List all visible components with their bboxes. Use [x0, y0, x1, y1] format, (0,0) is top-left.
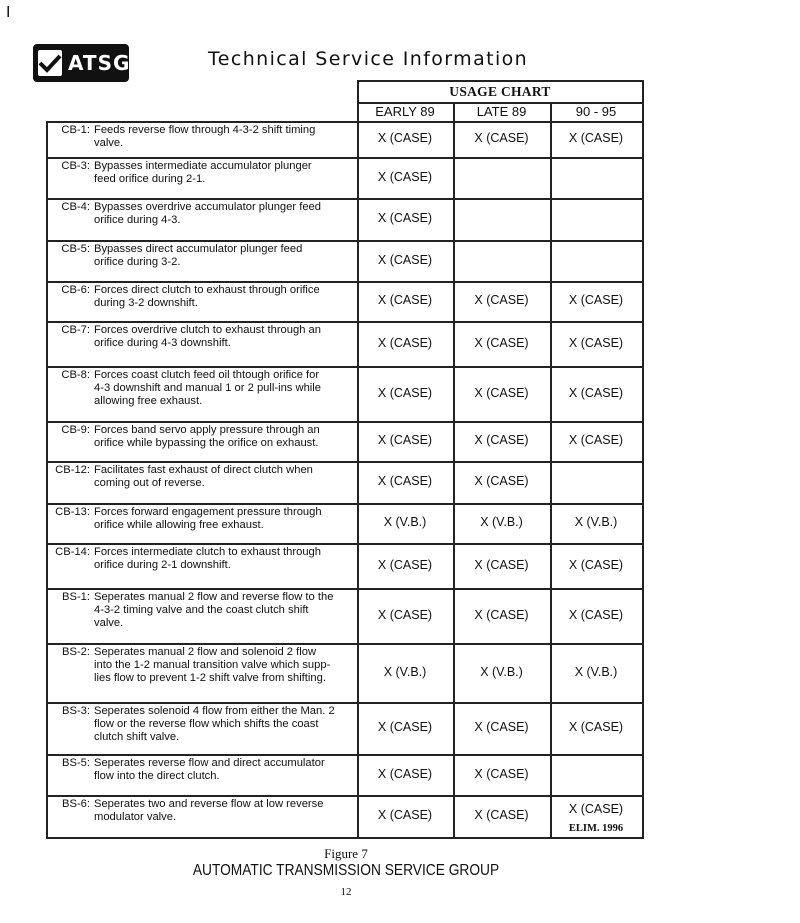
usage-cell: X (CASE) [568, 433, 624, 447]
row-description-line: feed orifice during 2-1. [94, 173, 206, 185]
row-description-line: Feeds reverse flow through 4-3-2 shift timing [94, 124, 316, 136]
row-description-line: Facilitates fast exhaust of direct clutch when [94, 464, 313, 476]
row-description-line: during 3-2 downshift. [94, 297, 198, 309]
usage-cell: X (CASE) [568, 720, 624, 734]
table-rule-horizontal [46, 754, 642, 756]
row-code: CB-4: [61, 201, 90, 213]
usage-cell: X (CASE) [474, 385, 529, 400]
table-row [46, 284, 357, 321]
usage-cell: X (CASE) [474, 808, 529, 822]
table-row [46, 124, 357, 157]
row-code: CB-9: [61, 424, 90, 436]
footer-organization: AUTOMATIC TRANSMISSION SERVICE GROUP [192, 862, 500, 879]
table-row [46, 757, 357, 795]
row-code: CB-13: [55, 506, 90, 518]
row-description-line: Seperates two and reverse flow at low reverse [94, 798, 324, 810]
row-description-line: Seperates manual 2 flow and reverse flow to the [94, 591, 334, 603]
row-description-line: Forces forward engagement pressure through [94, 506, 322, 518]
table-rule-horizontal [46, 240, 642, 242]
usage-cell: X (CASE) [377, 335, 433, 350]
row-description-line: allowing free exhaust. [94, 395, 203, 407]
row-description-line: valve. [94, 617, 124, 629]
corner-mark: I [6, 4, 11, 21]
usage-cell: X (CASE) [568, 557, 624, 572]
usage-cell: X (V.B.) [480, 664, 523, 679]
usage-cell: X (CASE) [377, 385, 433, 400]
usage-cell: X (V.B.) [480, 515, 523, 529]
usage-cell: X (CASE) [377, 720, 433, 734]
usage-cell: X (CASE) [474, 335, 529, 350]
page-number: 12 [340, 886, 352, 898]
table-rule-horizontal [46, 543, 642, 545]
row-code: CB-14: [55, 546, 90, 558]
elim-note: ELIM. 1996 [568, 823, 624, 834]
usage-cell: X (CASE) [474, 557, 529, 572]
table-rule-horizontal [46, 281, 642, 283]
usage-cell: X (CASE) [377, 293, 433, 307]
row-description-line: 4-3 downshift and manual 1 or 2 pull-ins while [94, 382, 321, 394]
atsg-logo [33, 44, 129, 82]
row-code: BS-5: [62, 757, 90, 769]
table-row [46, 160, 357, 198]
usage-cell: X (CASE) [377, 557, 433, 572]
row-description-line: Forces band servo apply pressure through an [94, 424, 320, 436]
usage-cell: X (CASE) [474, 607, 529, 622]
usage-cell: X (CASE) [377, 808, 433, 822]
usage-cell: X (CASE) [377, 211, 433, 225]
column-header: EARLY 89 [375, 104, 435, 119]
page-title: Technical Service Information [208, 48, 529, 70]
usage-cell: X (V.B.) [383, 515, 427, 529]
usage-cell: X (CASE) [377, 131, 433, 145]
table-row [46, 424, 357, 461]
table-rule-horizontal [46, 461, 642, 463]
table-row [46, 464, 357, 503]
row-code: CB-1: [61, 124, 90, 136]
table-rule-horizontal [46, 198, 642, 200]
row-description-line: into the 1-2 manual transition valve which supp- [94, 659, 331, 671]
table-row [46, 243, 357, 281]
usage-cell: X (CASE) [568, 385, 624, 400]
row-description-line: 4-3-2 timing valve and the coast clutch shift [94, 604, 309, 616]
table-row [46, 546, 357, 588]
row-description-line: Forces overdrive clutch to exhaust through an [94, 324, 321, 336]
usage-cell: X (CASE) [377, 766, 433, 781]
table-rule-horizontal [46, 643, 642, 645]
usage-cell: X (V.B.) [574, 664, 618, 679]
usage-chart-title: USAGE CHART [449, 84, 551, 99]
usage-cell: X (CASE) [568, 131, 624, 145]
usage-cell: X (CASE) [474, 766, 529, 781]
table-rule-horizontal [46, 795, 642, 797]
table-rule-vertical [642, 80, 644, 121]
row-description-line: Forces direct clutch to exhaust through orifice [94, 284, 320, 296]
table-row [46, 369, 357, 421]
usage-cell: X (CASE) [568, 802, 624, 816]
table-rule-horizontal [46, 503, 642, 505]
row-code: BS-1: [62, 591, 90, 603]
table-rule-horizontal [46, 321, 642, 323]
row-description-line: Bypasses intermediate accumulator plunger [94, 160, 312, 172]
row-code: CB-12: [55, 464, 90, 476]
row-code: CB-8: [61, 369, 90, 381]
row-description-line: orifice during 4-3 downshift. [94, 337, 231, 349]
logo-text: ATSG [68, 51, 131, 75]
table-row [46, 201, 357, 240]
row-code: CB-3: [61, 160, 90, 172]
row-description-line: valve. [94, 137, 124, 149]
table-rule-horizontal [46, 157, 642, 159]
table-rule-horizontal [357, 80, 642, 82]
row-description-line: lies flow to prevent 1-2 shift valve from shifting. [94, 672, 326, 684]
table-rule-horizontal [46, 588, 642, 590]
usage-cell: X (CASE) [474, 720, 529, 734]
row-description-line: flow or the reverse flow which shifts the coast [94, 718, 319, 730]
table-rule-horizontal [46, 421, 642, 423]
row-description-line: Forces intermediate clutch to exhaust through [94, 546, 321, 558]
usage-cell: X (CASE) [377, 607, 433, 622]
row-description-line: modulator valve. [94, 811, 177, 823]
usage-cell: X (CASE) [474, 293, 529, 307]
usage-cell: X (CASE) [474, 474, 529, 488]
row-description-line: orifice during 3-2. [94, 256, 181, 268]
figure-caption: Figure 7 [324, 846, 368, 861]
row-code: BS-6: [62, 798, 90, 810]
row-description-line: coming out of reverse. [94, 477, 205, 489]
row-description-line: Bypasses overdrive accumulator plunger feed [94, 201, 321, 213]
usage-cell: X (CASE) [377, 474, 433, 488]
row-description-line: orifice during 4-3. [94, 214, 181, 226]
row-description-line: Forces coast clutch feed oil thtough orifice for [94, 369, 320, 381]
usage-cell: X (CASE) [568, 293, 624, 307]
table-rule-vertical [642, 121, 644, 839]
table-rule-horizontal [46, 366, 642, 368]
usage-cell: X (CASE) [377, 433, 433, 447]
column-header: LATE 89 [476, 104, 527, 119]
usage-cell: X (CASE) [377, 252, 433, 267]
table-rule-horizontal [46, 837, 642, 839]
row-description-line: Seperates solenoid 4 flow from either the Man. 2 [94, 705, 335, 717]
row-description-line: Seperates reverse flow and direct accumulator [94, 757, 325, 769]
row-code: BS-3: [62, 705, 90, 717]
table-rule-horizontal [46, 121, 642, 123]
table-row [46, 324, 357, 366]
usage-cell: X (CASE) [377, 169, 433, 184]
row-description-line: orifice while allowing free exhaust. [94, 519, 264, 531]
row-description-line: orifice during 2-1 downshift. [94, 559, 231, 571]
row-description-line: flow into the direct clutch. [94, 770, 220, 782]
usage-cell: X (V.B.) [383, 664, 427, 679]
table-row [46, 646, 357, 702]
table-rule-horizontal [46, 702, 642, 704]
usage-cell: X (V.B.) [574, 515, 618, 529]
row-code: CB-7: [61, 324, 90, 336]
column-header: 90 - 95 [575, 104, 617, 119]
table-row [46, 798, 357, 837]
usage-cell: X (CASE) [568, 607, 624, 622]
row-description-line: orifice while bypassing the orifice on exhaust. [94, 437, 319, 449]
table-row [46, 705, 357, 754]
row-description-line: clutch shift valve. [94, 731, 180, 743]
usage-cell: X (CASE) [474, 131, 529, 145]
row-code: BS-2: [62, 646, 90, 658]
row-code: CB-6: [61, 284, 90, 296]
table-row [46, 591, 357, 643]
checkmark-icon [38, 50, 62, 76]
row-description-line: Bypasses direct accumulator plunger feed [94, 243, 303, 255]
row-description-line: Seperates manual 2 flow and solenoid 2 flow [94, 646, 317, 658]
usage-cell: X (CASE) [568, 335, 624, 350]
row-code: CB-5: [61, 243, 90, 255]
table-row [46, 506, 357, 543]
usage-cell: X (CASE) [474, 433, 529, 447]
